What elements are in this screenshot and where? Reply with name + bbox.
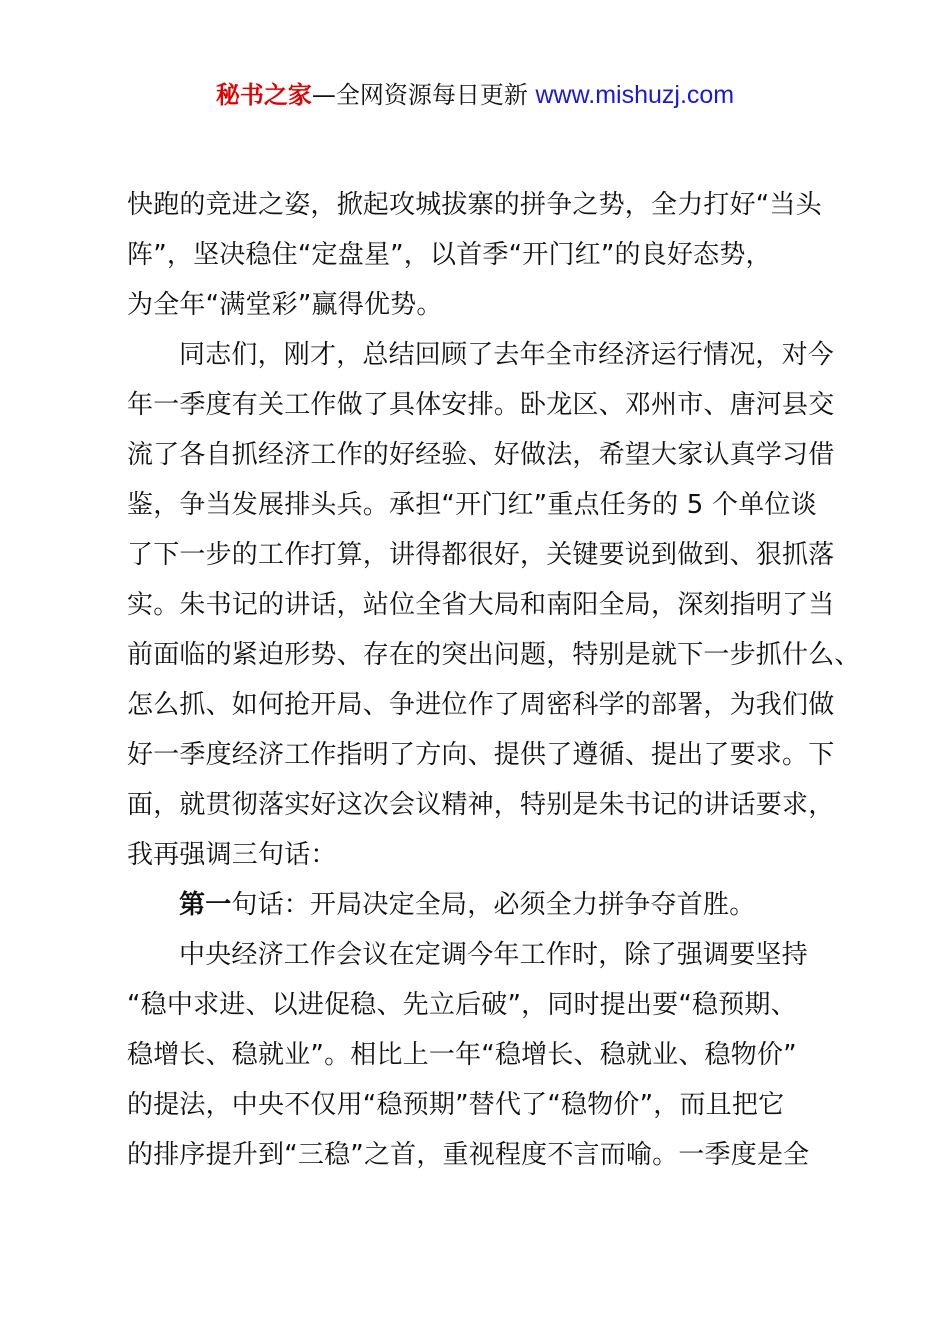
document-body (127, 180, 861, 1180)
text-line: 流了各自抓经济工作的好经验、好做法，希望大家认真学习借 (127, 440, 835, 470)
text-line: 的提法，中央不仅用“稳预期”替代了“稳物价”，而且把它 (127, 1090, 785, 1120)
text-line: 面，就贯彻落实好这次会议精神，特别是朱书记的讲话要求， (127, 790, 835, 820)
section-heading-bold: 第一 (179, 890, 232, 920)
site-url[interactable]: www.mishuzj.com (535, 81, 735, 109)
text-line: 怎么抓、如何抢开局、争进位作了周密科学的部署，为我们做 (127, 690, 835, 720)
text-line: 好一季度经济工作指明了方向、提供了遵循、提出了要求。下 (127, 740, 835, 770)
header-tagline: —全网资源每日更新 (311, 81, 536, 109)
text-line: 实。朱书记的讲话，站位全省大局和南阳全局，深刻指明了当 (127, 590, 835, 620)
section-heading-text: 句话：开局决定全局，必须全力拼争夺首胜。 (231, 890, 756, 920)
text-line: 年一季度有关工作做了具体安排。卧龙区、邓州市、唐河县交 (127, 390, 835, 420)
text-line: 前面临的紧迫形势、存在的突出问题，特别是就下一步抓什么、 (127, 640, 861, 670)
text-line: 鉴，争当发展排头兵。承担“开门红”重点任务的 5 个单位谈 (127, 490, 817, 520)
text-line: 了下一步的工作打算，讲得都很好，关键要说到做到、狠抓落 (127, 540, 835, 570)
text-line: “稳中求进、以进促稳、先立后破”，同时提出要“稳预期、 (127, 990, 797, 1020)
paragraph-start-line: 中央经济工作会议在定调今年工作时，除了强调要坚持 (179, 940, 808, 970)
text-line: 为全年“满堂彩”赢得优势。 (127, 290, 443, 320)
section-heading (127, 880, 837, 930)
site-header (0, 78, 950, 112)
paragraph-start-line: 同志们，刚才，总结回顾了去年全市经济运行情况，对今 (179, 340, 835, 370)
brand-name: 秘书之家 (215, 81, 312, 109)
text-line: 稳增长、稳就业”。相比上一年“稳增长、稳就业、稳物价” (127, 1040, 797, 1070)
text-line: 快跑的竞进之姿，掀起攻城拔寨的拼争之势，全力打好“当头 (127, 190, 822, 220)
text-line: 的排序提升到“三稳”之首，重视程度不言而喻。一季度是全 (127, 1140, 810, 1170)
text-line: 阵”，坚决稳住“定盘星”，以首季“开门红”的良好态势， (127, 240, 772, 270)
text-line: 我再强调三句话： (127, 840, 337, 870)
